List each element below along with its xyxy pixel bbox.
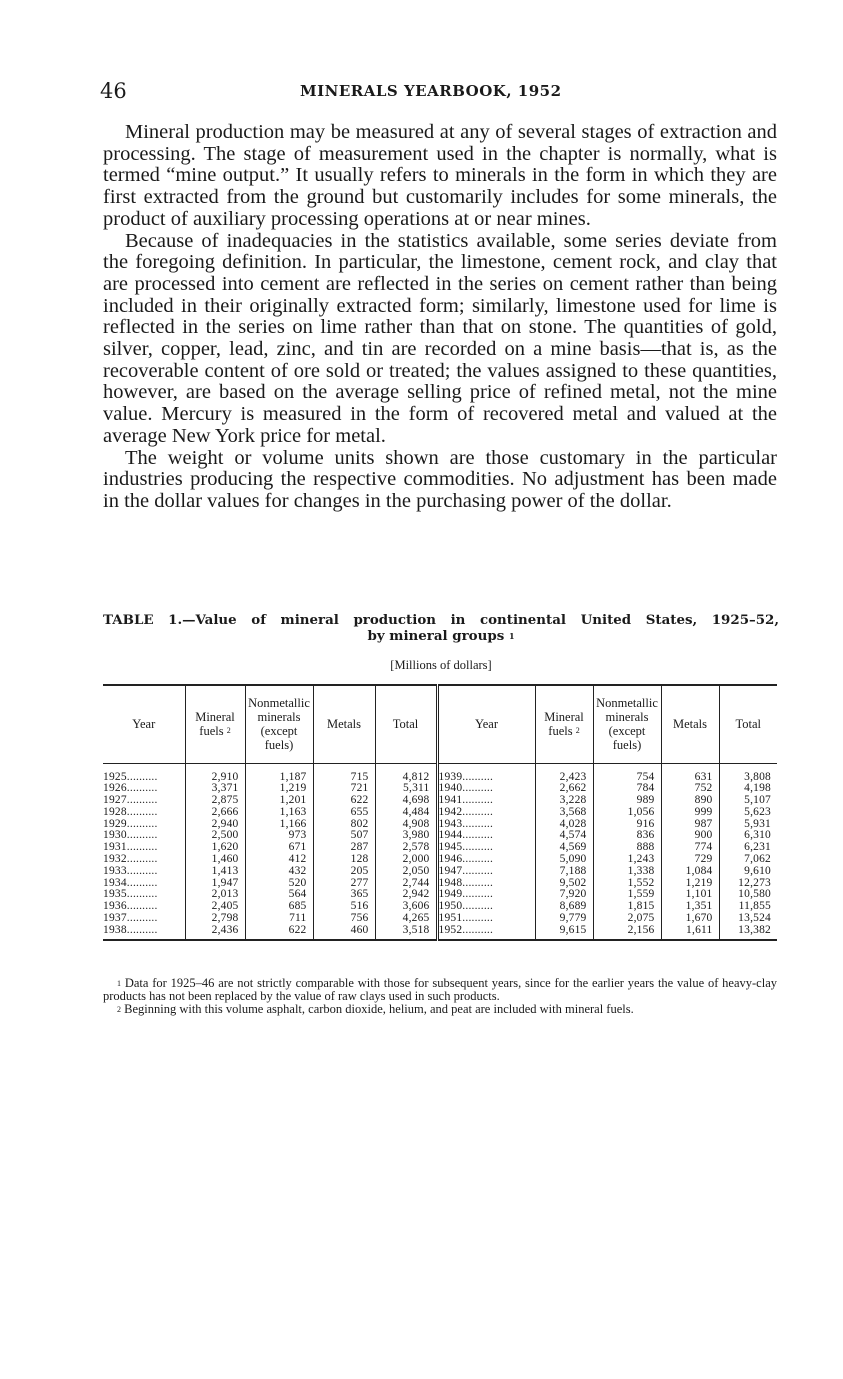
cell-nonmetallic-2: 836 xyxy=(593,830,661,842)
cell-year: 1936.......... xyxy=(103,900,158,913)
cell-metals-2: 752 xyxy=(661,783,719,795)
cell-nonmetallic-2: 2,075 xyxy=(593,913,661,925)
cell-mineral-fuels: 2,405 xyxy=(185,901,245,913)
cell-mineral-fuels-2: 4,569 xyxy=(535,842,593,854)
table-row xyxy=(103,925,777,940)
header-metals: Metals xyxy=(313,685,375,763)
cell-metals-2: 1,351 xyxy=(661,901,719,913)
cell-metals: 128 xyxy=(313,854,375,866)
cell-year-2: 1952.......... xyxy=(437,925,535,940)
cell-metals-2: 900 xyxy=(661,830,719,842)
mineral-value-table xyxy=(103,684,777,941)
cell-nonmetallic: 1,163 xyxy=(245,807,313,819)
cell-metals: 287 xyxy=(313,842,375,854)
cell-total-2: 10,580 xyxy=(719,889,777,901)
cell-mineral-fuels: 2,798 xyxy=(185,913,245,925)
cell-year-2: 1951.......... xyxy=(437,913,535,925)
cell-nonmetallic-2: 916 xyxy=(593,819,661,831)
cell-year: 1938.......... xyxy=(103,925,185,940)
cell-mineral-fuels-2: 7,188 xyxy=(535,866,593,878)
table-row xyxy=(103,807,777,819)
cell-total-2: 6,231 xyxy=(719,842,777,854)
cell-mineral-fuels-2: 7,920 xyxy=(535,889,593,901)
cell-total: 2,578 xyxy=(375,842,437,854)
header-nonmetallic-2: Nonmetallic minerals (except fuels) xyxy=(593,685,661,763)
header-mineral-fuels: Mineral fuels $^2$ xyxy=(185,685,245,763)
body-text xyxy=(103,122,777,513)
cell-nonmetallic: 685 xyxy=(245,901,313,913)
cell-total: 2,744 xyxy=(375,878,437,890)
cell-mineral-fuels-2: 2,662 xyxy=(535,783,593,795)
cell-mineral-fuels: 2,910 xyxy=(185,763,245,783)
cell-year: 1937.......... xyxy=(103,912,158,925)
running-title: MINERALS YEARBOOK, 1952 xyxy=(300,82,562,100)
cell-year: 1927.......... xyxy=(103,794,158,807)
cell-total: 2,050 xyxy=(375,866,437,878)
table-title xyxy=(103,612,779,644)
header-total-2: Total xyxy=(719,685,777,763)
cell-year: 1932.......... xyxy=(103,853,158,866)
header-total: Total xyxy=(375,685,437,763)
cell-mineral-fuels: 2,436 xyxy=(185,925,245,940)
cell-total-2: 6,310 xyxy=(719,830,777,842)
cell-metals: 460 xyxy=(313,925,375,940)
cell-total-2: 9,610 xyxy=(719,866,777,878)
table-title-line2: by mineral groups xyxy=(367,628,505,644)
cell-nonmetallic: 1,187 xyxy=(245,763,313,783)
cell-total: 4,908 xyxy=(375,819,437,831)
cell-mineral-fuels-2: 9,779 xyxy=(535,913,593,925)
cell-mineral-fuels-2: 3,568 xyxy=(535,807,593,819)
cell-nonmetallic: 1,219 xyxy=(245,783,313,795)
cell-nonmetallic-2: 888 xyxy=(593,842,661,854)
cell-metals: 802 xyxy=(313,819,375,831)
cell-total: 4,698 xyxy=(375,795,437,807)
cell-metals-2: 1,084 xyxy=(661,866,719,878)
cell-metals: 205 xyxy=(313,866,375,878)
cell-nonmetallic: 671 xyxy=(245,842,313,854)
cell-nonmetallic-2: 1,243 xyxy=(593,854,661,866)
cell-year-2: 1947.......... xyxy=(437,866,535,878)
cell-total-2: 4,198 xyxy=(719,783,777,795)
cell-nonmetallic: 1,166 xyxy=(245,819,313,831)
header-year-2: Year xyxy=(437,685,535,763)
cell-metals-2: 890 xyxy=(661,795,719,807)
table-row xyxy=(103,866,777,878)
cell-total-2: 5,623 xyxy=(719,807,777,819)
cell-mineral-fuels: 2,666 xyxy=(185,807,245,819)
cell-metals: 756 xyxy=(313,913,375,925)
cell-year: 1933.......... xyxy=(103,864,158,877)
cell-nonmetallic-2: 1,552 xyxy=(593,878,661,890)
cell-mineral-fuels: 2,500 xyxy=(185,830,245,842)
cell-metals: 715 xyxy=(313,763,375,783)
footnote-2: $^2$ Beginning with this volume asphalt, carbon dioxide, helium, and peat are included with mineral fuels. xyxy=(117,1002,634,1016)
paragraph-2: Because of inadequacies in the statistics available, some series deviate from the foregoing definition. In particular, the limestone, cement rock, and clay that are processed into cement are reflected in the series on cement rather than being included in their originally extracted form; similarly, limestone used for lime is reflected in the series on lime rather than that on stone. The quantities of gold, silver, copper, lead, zinc, and tin are recorded on a mine basis—that is, as the recoverable content of ore sold or treated; the values assigned to these quantities, however, are based on the average selling price of refined metal, not the mine value. Mercury is measured in the form of recovered metal and valued at the average New York price for metal. xyxy=(103,229,777,447)
footnotes xyxy=(103,977,777,1016)
cell-total-2: 13,382 xyxy=(719,925,777,940)
cell-nonmetallic-2: 1,056 xyxy=(593,807,661,819)
table-title-note: 1 xyxy=(508,631,515,641)
cell-year-2: 1949.......... xyxy=(437,889,535,901)
header-nonmetallic: Nonmetallic minerals (except fuels) xyxy=(245,685,313,763)
paragraph-1: Mineral production may be measured at any of several stages of extraction and processing. The stage of measurement used in the chapter is normally, what is termed “mine output.” It usually refers to minerals in the form in which they are first extracted from the ground but customarily includes for some minerals, the product of auxiliary processing operations at or near mines. xyxy=(103,121,777,230)
cell-mineral-fuels: 3,371 xyxy=(185,783,245,795)
header-mineral-fuels-2: Mineral fuels $^2$ xyxy=(535,685,593,763)
cell-year: 1930.......... xyxy=(103,829,158,842)
cell-nonmetallic: 1,201 xyxy=(245,795,313,807)
cell-nonmetallic: 973 xyxy=(245,830,313,842)
cell-mineral-fuels-2: 5,090 xyxy=(535,854,593,866)
paragraph-3: The weight or volume units shown are those customary in the particular industries producing the respective commodities. No adjustment has been made in the dollar values for changes in the purchasing power of the dollar. xyxy=(103,446,777,512)
cell-metals: 622 xyxy=(313,795,375,807)
cell-nonmetallic-2: 1,815 xyxy=(593,901,661,913)
cell-year: 1934.......... xyxy=(103,876,158,889)
cell-nonmetallic: 412 xyxy=(245,854,313,866)
cell-mineral-fuels: 2,875 xyxy=(185,795,245,807)
cell-nonmetallic-2: 2,156 xyxy=(593,925,661,940)
cell-total: 4,265 xyxy=(375,913,437,925)
cell-total: 4,812 xyxy=(375,763,437,783)
cell-total: 5,311 xyxy=(375,783,437,795)
cell-nonmetallic-2: 754 xyxy=(593,763,661,783)
cell-nonmetallic-2: 784 xyxy=(593,783,661,795)
cell-total-2: 11,855 xyxy=(719,901,777,913)
cell-metals: 655 xyxy=(313,807,375,819)
cell-year-2: 1943.......... xyxy=(437,819,535,831)
cell-mineral-fuels: 1,620 xyxy=(185,842,245,854)
cell-total-2: 5,107 xyxy=(719,795,777,807)
cell-year: 1926.......... xyxy=(103,782,158,795)
cell-nonmetallic: 711 xyxy=(245,913,313,925)
cell-mineral-fuels-2: 9,502 xyxy=(535,878,593,890)
cell-total: 3,518 xyxy=(375,925,437,940)
cell-metals-2: 1,219 xyxy=(661,878,719,890)
cell-mineral-fuels: 2,940 xyxy=(185,819,245,831)
cell-metals: 721 xyxy=(313,783,375,795)
cell-year: 1929.......... xyxy=(103,817,158,830)
cell-total: 3,606 xyxy=(375,901,437,913)
cell-mineral-fuels: 1,947 xyxy=(185,878,245,890)
cell-metals-2: 631 xyxy=(661,763,719,783)
table-header-row xyxy=(103,685,777,763)
cell-mineral-fuels-2: 4,028 xyxy=(535,819,593,831)
cell-metals: 365 xyxy=(313,889,375,901)
cell-year-2: 1950.......... xyxy=(437,901,535,913)
cell-nonmetallic: 432 xyxy=(245,866,313,878)
cell-year-2: 1941.......... xyxy=(437,795,535,807)
table-row xyxy=(103,763,777,783)
cell-year-2: 1946.......... xyxy=(437,854,535,866)
cell-total: 3,980 xyxy=(375,830,437,842)
cell-year: 1935.......... xyxy=(103,888,158,901)
cell-metals-2: 1,101 xyxy=(661,889,719,901)
header-metals-2: Metals xyxy=(661,685,719,763)
cell-year-2: 1942.......... xyxy=(437,807,535,819)
cell-nonmetallic: 622 xyxy=(245,925,313,940)
cell-year: 1928.......... xyxy=(103,805,158,818)
cell-mineral-fuels-2: 2,423 xyxy=(535,763,593,783)
header-year: Year xyxy=(103,685,185,763)
footnote-1: $^1$ Data for 1925–46 are not strictly comparable with those for subsequent years, since for the earlier years the value of heavy-clay products has not been replaced by the value of raw clays used in such products. xyxy=(103,976,777,1003)
cell-mineral-fuels-2: 3,228 xyxy=(535,795,593,807)
cell-metals-2: 774 xyxy=(661,842,719,854)
cell-nonmetallic: 564 xyxy=(245,889,313,901)
cell-year-2: 1945.......... xyxy=(437,842,535,854)
cell-mineral-fuels-2: 9,615 xyxy=(535,925,593,940)
cell-total: 2,000 xyxy=(375,854,437,866)
cell-total: 2,942 xyxy=(375,889,437,901)
cell-total-2: 13,524 xyxy=(719,913,777,925)
cell-mineral-fuels-2: 4,574 xyxy=(535,830,593,842)
cell-year: 1925.......... xyxy=(103,770,158,783)
cell-mineral-fuels: 1,460 xyxy=(185,854,245,866)
cell-nonmetallic-2: 989 xyxy=(593,795,661,807)
cell-metals-2: 729 xyxy=(661,854,719,866)
cell-total: 4,484 xyxy=(375,807,437,819)
cell-metals-2: 999 xyxy=(661,807,719,819)
cell-nonmetallic-2: 1,559 xyxy=(593,889,661,901)
cell-nonmetallic-2: 1,338 xyxy=(593,866,661,878)
cell-year-2: 1939.......... xyxy=(437,763,535,783)
cell-year: 1931.......... xyxy=(103,841,158,854)
cell-total-2: 3,808 xyxy=(719,763,777,783)
cell-metals-2: 1,611 xyxy=(661,925,719,940)
cell-metals: 516 xyxy=(313,901,375,913)
page-number: 46 xyxy=(100,79,127,103)
cell-total-2: 5,931 xyxy=(719,819,777,831)
cell-mineral-fuels: 1,413 xyxy=(185,866,245,878)
cell-mineral-fuels: 2,013 xyxy=(185,889,245,901)
table-title-line1: TABLE 1.—Value of mineral production in continental United States, 1925–52, xyxy=(103,612,779,628)
cell-metals-2: 1,670 xyxy=(661,913,719,925)
cell-year-2: 1944.......... xyxy=(437,830,535,842)
table-unit: [Millions of dollars] xyxy=(390,658,492,672)
cell-metals: 277 xyxy=(313,878,375,890)
cell-total-2: 12,273 xyxy=(719,878,777,890)
cell-metals: 507 xyxy=(313,830,375,842)
cell-mineral-fuels-2: 8,689 xyxy=(535,901,593,913)
cell-year-2: 1940.......... xyxy=(437,783,535,795)
cell-total-2: 7,062 xyxy=(719,854,777,866)
cell-metals-2: 987 xyxy=(661,819,719,831)
cell-nonmetallic: 520 xyxy=(245,878,313,890)
cell-year-2: 1948.......... xyxy=(437,878,535,890)
